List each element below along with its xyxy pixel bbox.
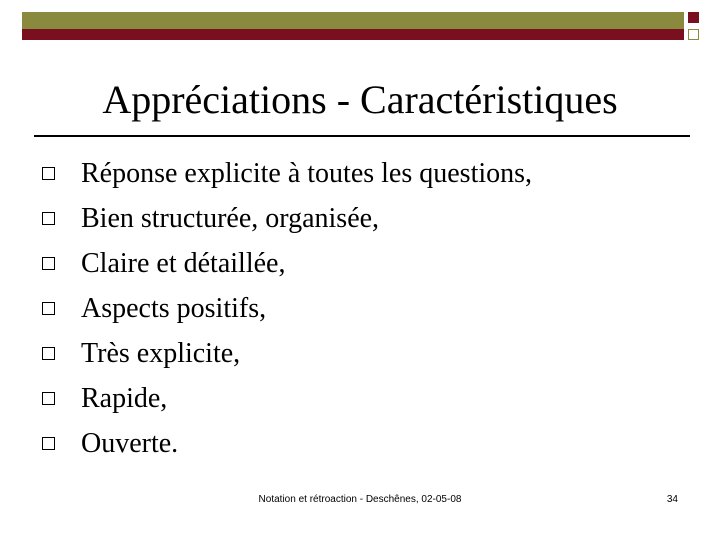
bullet-text: Claire et détaillée, [81, 247, 286, 279]
bullet-text: Ouverte. [81, 427, 179, 459]
header-bar-olive [22, 12, 684, 29]
list-item [42, 196, 532, 241]
bullet-text: Aspects positifs, [81, 292, 267, 324]
square-bullet-icon [42, 437, 55, 450]
list-item [42, 421, 532, 466]
page-number: 34 [666, 494, 678, 505]
header-square-filled [688, 12, 699, 23]
list-item [42, 151, 532, 196]
bullet-text: Bien structurée, organisée, [81, 202, 380, 234]
list-item [42, 241, 532, 286]
square-bullet-icon [42, 392, 55, 405]
list-item [42, 331, 532, 376]
square-bullet-icon [42, 347, 55, 360]
list-item [42, 286, 532, 331]
slide-title: Appréciations - Caractéristiques [102, 77, 618, 122]
slide-footer: Notation et rétroaction - Deschênes, 02-05-08 [258, 494, 462, 505]
bullet-list [42, 151, 532, 466]
header-bar-maroon [22, 29, 684, 40]
bullet-text: Très explicite, [81, 337, 241, 369]
square-bullet-icon [42, 302, 55, 315]
list-item [42, 376, 532, 421]
bullet-text: Réponse explicite à toutes les questions, [81, 157, 533, 189]
header-square-outline [688, 29, 699, 40]
bullet-text: Rapide, [81, 382, 168, 414]
square-bullet-icon [42, 167, 55, 180]
square-bullet-icon [42, 212, 55, 225]
square-bullet-icon [42, 257, 55, 270]
title-underline [34, 135, 690, 137]
header-decoration [0, 0, 720, 50]
